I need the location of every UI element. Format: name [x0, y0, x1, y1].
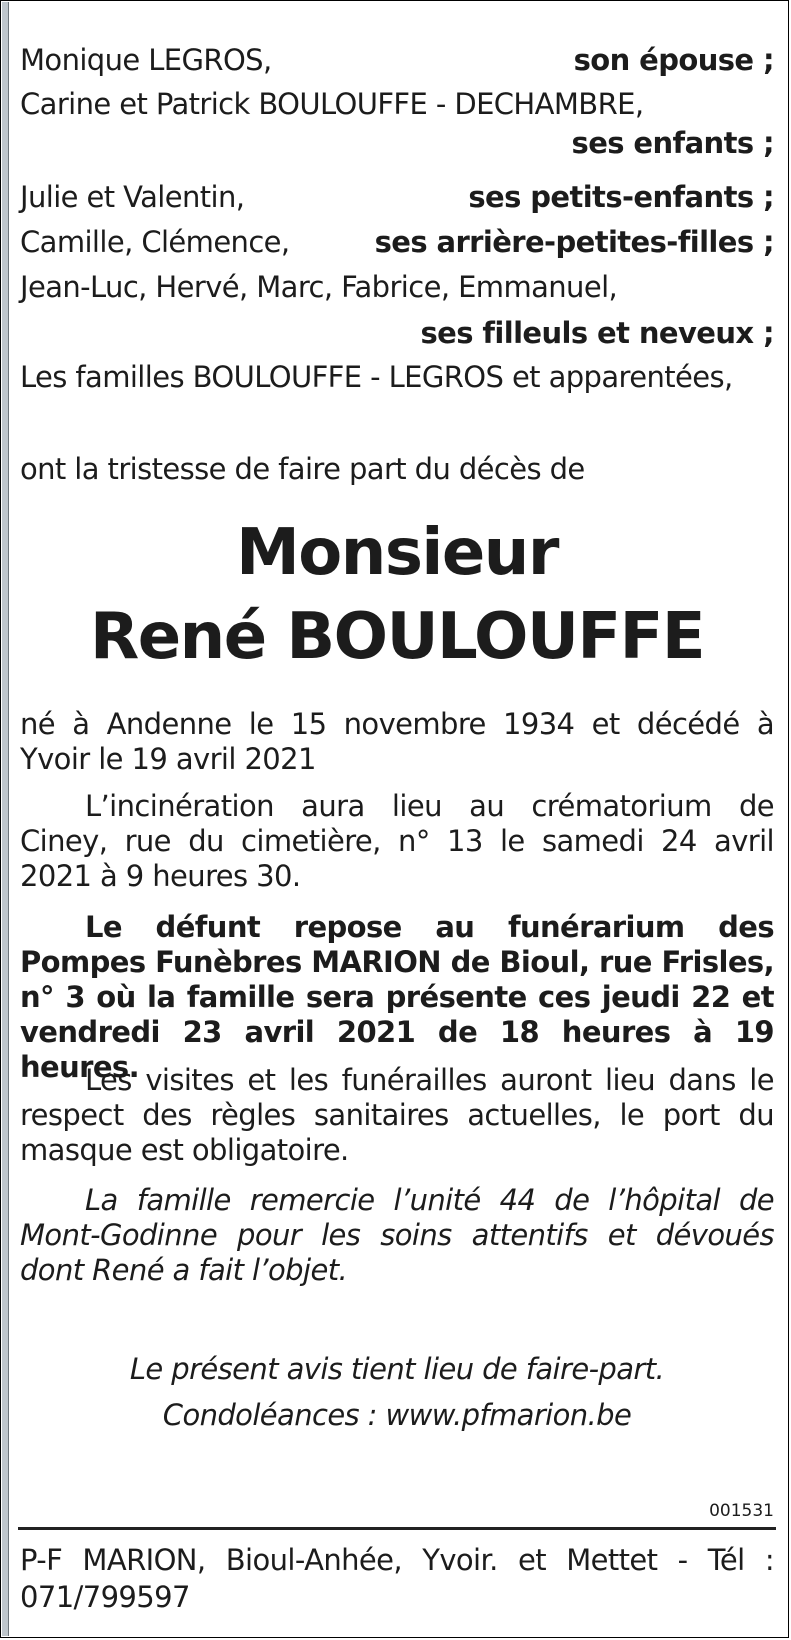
- notice-line: Le présent avis tient lieu de faire-part.: [129, 1352, 665, 1386]
- footer-divider: [18, 1527, 776, 1530]
- family-line: [20, 358, 774, 396]
- sanitary-paragraph: Les visites et les funérailles auront lieu dans le respect des règles sanitaires actuelles, le port du masque est obligatoire.: [20, 1063, 774, 1167]
- family-line: [20, 41, 774, 79]
- family-line: [20, 268, 774, 306]
- condolences-line: Condoléances : www.pfmarion.be: [162, 1398, 632, 1432]
- family-role: ses enfants ;: [571, 126, 774, 160]
- family-role: ses filleuls et neveux ;: [420, 316, 774, 350]
- family-name: Camille, Clémence,: [20, 225, 290, 259]
- family-line: [20, 124, 774, 162]
- cremation-paragraph: L’incinération aura lieu au crématorium de Ciney, rue du cimetière, n° 13 le samedi 24 avril 2021 à 9 heures 30.: [20, 789, 774, 893]
- family-name: Carine et Patrick BOULOUFFE - DECHAMBRE,: [20, 87, 644, 121]
- deceased-title: Monsieur: [236, 516, 558, 590]
- announcement-line: [20, 450, 774, 488]
- family-name: Jean-Luc, Hervé, Marc, Fabrice, Emmanuel,: [20, 270, 618, 304]
- announcement: ont la tristesse de faire part du décès de: [20, 452, 585, 486]
- funeral-home-footer: P-F MARION, Bioul-Anhée, Yvoir. et Mettet - Tél : 071/799597: [20, 1543, 774, 1614]
- visitation-paragraph: Le défunt repose au funérarium des Pompes Funèbres MARION de Bioul, rue Frisles, n° 3 où la famille sera présente ces jeudi 22 et vendredi 23 avril 2021 de 18 heures à 19 heures.: [20, 910, 774, 1084]
- birth-death-paragraph: né à Andenne le 15 novembre 1934 et décédé à Yvoir le 19 avril 2021: [20, 707, 774, 776]
- family-line: [20, 178, 774, 216]
- deceased-name: René BOULOUFFE: [89, 600, 705, 674]
- family-name: Julie et Valentin,: [20, 180, 245, 214]
- family-name: Monique LEGROS,: [20, 43, 272, 77]
- family-role: ses petits-enfants ;: [468, 180, 774, 214]
- family-line: [20, 223, 774, 261]
- reference-number: 001531: [709, 1501, 774, 1521]
- family-line: [20, 85, 774, 123]
- left-margin-bar: [2, 2, 9, 1636]
- family-name: Les familles BOULOUFFE - LEGROS et apparentées,: [20, 360, 733, 394]
- thanks-paragraph: La famille remercie l’unité 44 de l’hôpital de Mont-Godinne pour les soins attentifs et dévoués dont René a fait l’objet.: [20, 1183, 774, 1287]
- family-role: son épouse ;: [573, 43, 774, 77]
- family-line: [20, 314, 774, 352]
- family-role: ses arrière-petites-filles ;: [374, 225, 774, 259]
